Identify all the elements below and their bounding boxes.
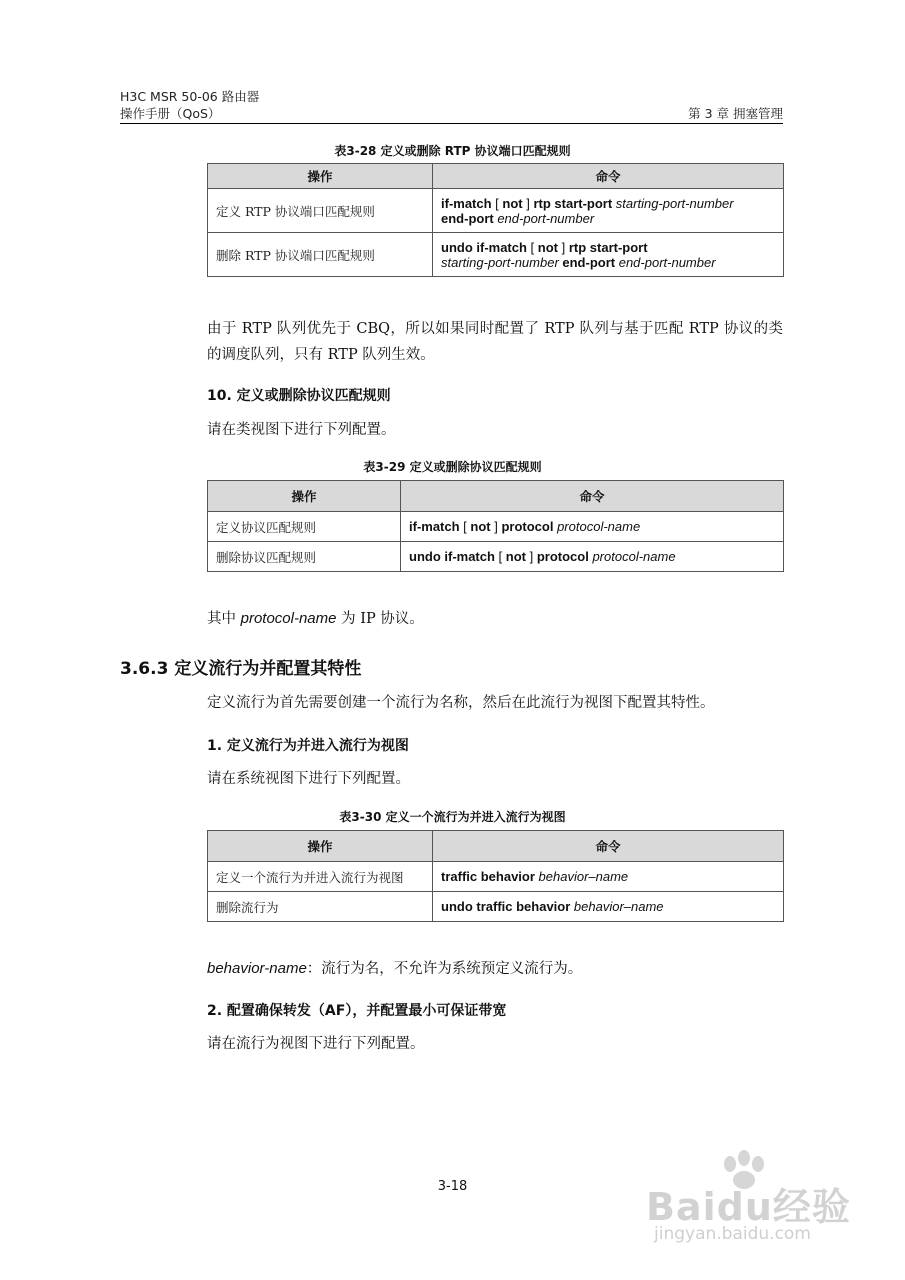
header-manual: 操作手册（QoS） <box>120 106 221 121</box>
cmd-cell: traffic behavior behavior–name <box>433 862 784 892</box>
subheading-2: 2. 配置确保转发（AF），并配置最小可保证带宽 <box>207 1003 507 1019</box>
op-cell: 定义 RTP 协议端口匹配规则 <box>208 189 433 233</box>
op-cell: 删除 RTP 协议端口匹配规则 <box>208 233 433 277</box>
cmd-cell: undo if-match [ not ] rtp start-port starting-port-number end-port end-port-number <box>433 233 784 277</box>
watermark-brand: Baidu经验 <box>646 1185 851 1229</box>
page-number: 3-18 <box>437 1179 468 1194</box>
op-cell: 定义协议匹配规则 <box>208 512 401 542</box>
watermark <box>646 1150 866 1260</box>
column-header-op: 操作 <box>208 164 433 189</box>
table-29 <box>207 480 784 572</box>
paragraph-system-view: 请在系统视图下进行下列配置。 <box>207 771 410 787</box>
paragraph-behavior-intro: 定义流行为首先需要创建一个流行为名称，然后在此流行为视图下配置其特性。 <box>207 695 715 711</box>
paragraph-behavior-name: behavior-name：流行为名，不允许为系统预定义流行为。 <box>207 960 583 977</box>
header-rule <box>120 123 783 124</box>
table-30-caption: 表3-30 定义一个流行为并进入流行为视图 <box>339 810 566 824</box>
paragraph-rtp-priority: 由于 RTP 队列优先于 CBQ，所以如果同时配置了 RTP 队列与基于匹配 RTP 协议的类的调度队列，只有 RTP 队列生效。 <box>207 321 783 363</box>
column-header-cmd: 命令 <box>433 831 784 862</box>
table-28-caption: 表3-28 定义或删除 RTP 协议端口匹配规则 <box>334 144 571 158</box>
op-cell: 删除协议匹配规则 <box>208 542 401 572</box>
cmd-cell: undo traffic behavior behavior–name <box>433 892 784 922</box>
paragraph-protocol-name: 其中 protocol-name 为 IP 协议。 <box>207 610 424 627</box>
cmd-cell: if-match [ not ] protocol protocol-name <box>401 512 784 542</box>
cmd-cell: undo if-match [ not ] protocol protocol-name <box>401 542 784 572</box>
table-28 <box>207 163 784 277</box>
table-row <box>208 542 784 572</box>
table-row <box>208 892 784 922</box>
section-heading: 3.6.3 定义流行为并配置其特性 <box>120 659 362 679</box>
header-chapter: 第 3 章 拥塞管理 <box>688 106 783 121</box>
table-header-row <box>208 481 784 512</box>
op-cell: 删除流行为 <box>208 892 433 922</box>
table-row <box>208 189 784 233</box>
watermark-url: jingyan.baidu.com <box>654 1224 811 1244</box>
column-header-op: 操作 <box>208 831 433 862</box>
column-header-op: 操作 <box>208 481 401 512</box>
subheading-10: 10. 定义或删除协议匹配规则 <box>207 388 391 404</box>
paragraph-behavior-view: 请在流行为视图下进行下列配置。 <box>207 1036 425 1052</box>
table-row <box>208 233 784 277</box>
table-header-row <box>208 831 784 862</box>
table-30 <box>207 830 784 922</box>
table-header-row <box>208 164 784 189</box>
cmd-cell: if-match [ not ] rtp start-port starting-port-number end-port end-port-number <box>433 189 784 233</box>
table-row <box>208 512 784 542</box>
op-cell: 定义一个流行为并进入流行为视图 <box>208 862 433 892</box>
table-row <box>208 862 784 892</box>
column-header-cmd: 命令 <box>433 164 784 189</box>
paragraph-class-view: 请在类视图下进行下列配置。 <box>207 422 396 438</box>
header-product: H3C MSR 50-06 路由器 <box>120 89 260 104</box>
table-29-caption: 表3-29 定义或删除协议匹配规则 <box>363 460 542 474</box>
column-header-cmd: 命令 <box>401 481 784 512</box>
subheading-1: 1. 定义流行为并进入流行为视图 <box>207 738 409 754</box>
